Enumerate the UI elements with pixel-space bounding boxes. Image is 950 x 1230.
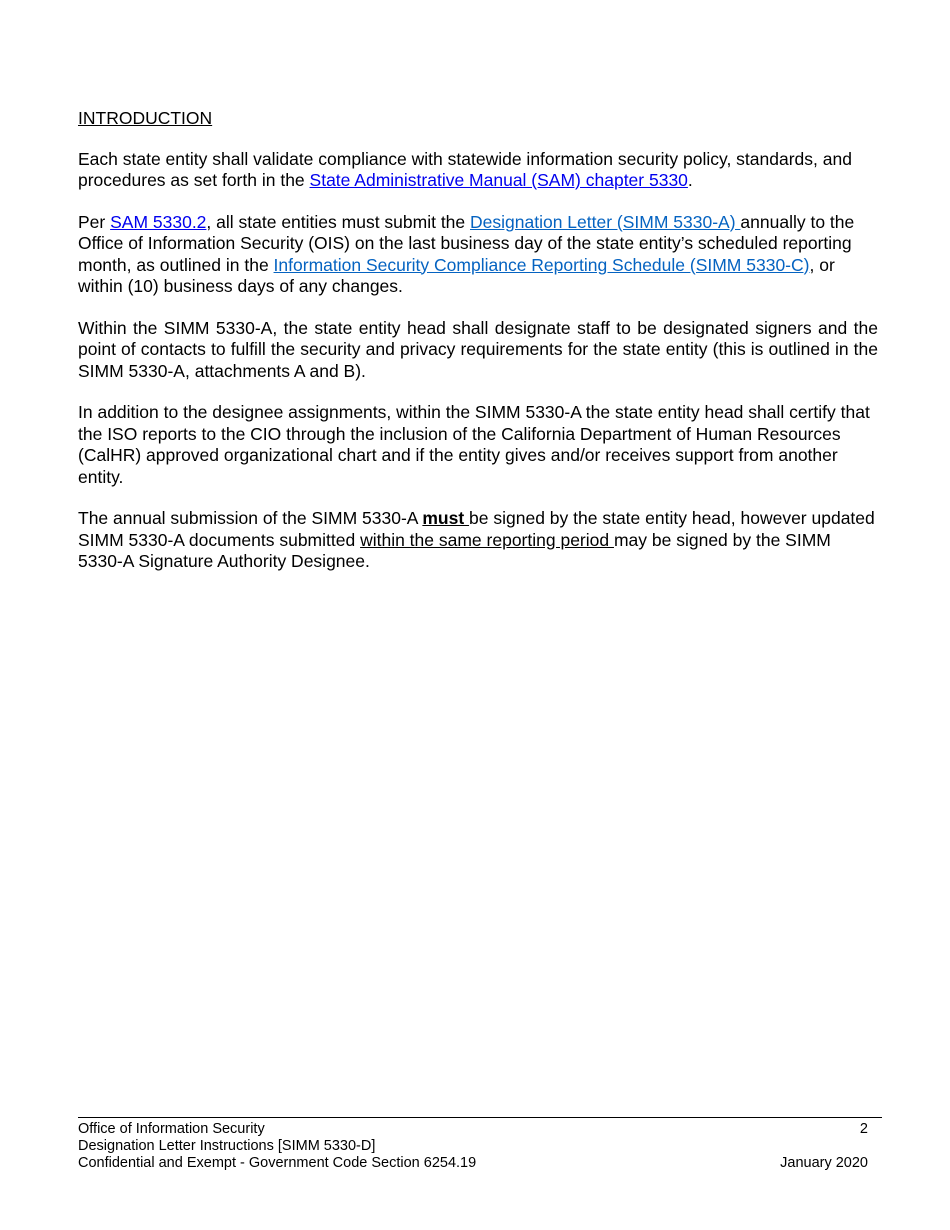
page-footer — [78, 1117, 882, 1172]
paragraph-text: Per — [78, 211, 111, 232]
paragraph-text: , all state entities must submit the — [206, 211, 471, 232]
page-title: INTRODUCTION — [78, 108, 213, 128]
paragraph-text: . — [687, 170, 693, 190]
footer-org: Office of Information Security — [78, 1121, 265, 1137]
footer-doc-title: Designation Letter Instructions [SIMM 5330-D] — [78, 1138, 376, 1154]
footer-date: January 2020 — [780, 1155, 868, 1171]
footer-row — [78, 1121, 882, 1138]
footer-page-number: 2 — [859, 1121, 868, 1137]
paragraph-text: annually to the Office of Information Security (OIS) on the last business day of the state entity’s scheduled reporting month, as outlined in the — [78, 211, 855, 275]
paragraph-text: The annual submission of the SIMM 5330-A — [78, 508, 423, 528]
paragraph-designees: Within the SIMM 5330-A, the state entity head shall designate staff to be designated signers and the point of contacts to fulfill the security and privacy requirements for the state entity (this is outlined in the SIMM 5330-A, attachments A and B). — [78, 317, 878, 381]
footer-row — [78, 1155, 882, 1172]
paragraph-submission — [78, 212, 878, 298]
document-body — [78, 108, 878, 593]
paragraph-text: , or within (10) business days of any changes. — [78, 254, 835, 296]
designation-letter-link[interactable]: Designation Letter (SIMM 5330-A) — [470, 211, 741, 232]
footer-confidential: Confidential and Exempt - Government Code Section 6254.19 — [78, 1155, 477, 1171]
emphasis-must: must — [422, 508, 470, 528]
paragraph-text: be signed by the state entity head, however updated SIMM 5330-A documents submitted — [78, 508, 875, 550]
reporting-schedule-link[interactable]: Information Security Compliance Reporting Schedule (SIMM 5330-C) — [273, 254, 810, 275]
paragraph-signature — [78, 508, 878, 573]
paragraph-text: may be signed by the SIMM 5330-A Signature Authority Designee. — [78, 529, 831, 571]
footer-row — [78, 1138, 882, 1155]
sam-chapter-link[interactable]: State Administrative Manual (SAM) chapter 5330 — [309, 170, 688, 190]
paragraph-intro — [78, 149, 878, 192]
emphasis-reporting-period: within the same reporting period — [360, 529, 614, 550]
paragraph-certification: In addition to the designee assignments, within the SIMM 5330-A the state entity head shall certify that the ISO reports to the CIO through the inclusion of the California Department of Human Resources (CalHR) approved organizational chart and if the entity gives and/or receives support from another entity. — [78, 402, 870, 487]
paragraph-text: Each state entity shall validate compliance with statewide information security policy, standards, and procedures as set forth in the — [78, 148, 852, 190]
sam-5330-2-link[interactable]: SAM 5330.2 — [110, 211, 207, 232]
